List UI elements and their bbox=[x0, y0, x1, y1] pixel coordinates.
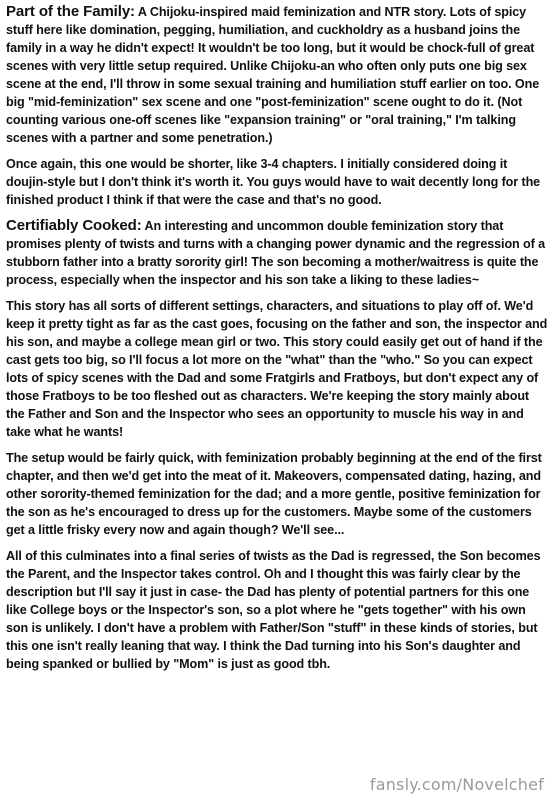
document-body bbox=[6, 3, 548, 681]
paragraph-settings bbox=[6, 297, 548, 441]
paragraph-certifiably-cooked bbox=[6, 217, 548, 289]
paragraph-text: This story has all sorts of different settings, characters, and situations to play off of. We'd keep it pretty tight as far as the cast goes, focusing on the father and son, the inspector and his son, and maybe a college mean girl or two. This story could easily get out of hand if the cast gets too big, so I'll focus a lot more on the "what" than the "who." So you can expect lots of spicy scenes with the Dad and some Fratgirls and Fratboys, but don't expect any of those Fratboys to be too fleshed out as characters. We're keeping the story mainly about the Father and Son and the Inspector who sees an opportunity to muscle his way in and take what he wants! bbox=[6, 299, 548, 439]
paragraph-text: Once again, this one would be shorter, like 3-4 chapters. I initially considered doing it doujin-style but I don't think it's worth it. You guys would have to wait decently long for the finished product I think if that were the case and that's no good. bbox=[6, 157, 541, 207]
paragraph-setup bbox=[6, 449, 548, 539]
section-heading-certifiably-cooked: Certifiably Cooked: bbox=[6, 217, 142, 234]
paragraph-culmination bbox=[6, 547, 548, 673]
paragraph-length-note bbox=[6, 155, 548, 209]
paragraph-text: The setup would be fairly quick, with feminization probably beginning at the end of the first chapter, and then we'd get into the meat of it. Makeovers, compensated dating, hazing, and other sorority-themed feminization for the dad; and a more gentle, positive feminization for the son as he's encouraged to dress up for the customers. Maybe some of the customers get a little frisky every now and again though? We'll see... bbox=[6, 451, 542, 537]
paragraph-text: A Chijoku-inspired maid feminization and NTR story. Lots of spicy stuff here like domination, pegging, humiliation, and cuckholdry as a husband joins the family in a way he didn't expect! It wouldn't be too long, but it would be chock-full of great scenes with very little setup required. Unlike Chijoku-an who often only puts one big sex scene at the end, I'll throw in some sexual training and humiliation stuff earlier on too. One big "mid-feminization" sex scene and one "post-feminization" scene ought to do it. (Not counting various one-off scenes like "expansion training" or "oral training," I'm talking scenes with a partner and some penetration.) bbox=[6, 5, 540, 145]
paragraph-part-of-the-family bbox=[6, 3, 548, 147]
paragraph-text: An interesting and uncommon double feminization story that promises plenty of twists and turns with a changing power dynamic and the regression of a stubborn father into a bratty sorority girl! The son becoming a mother/waitress is quite the process, especially when the inspector and his son take a liking to these ladies~ bbox=[6, 219, 546, 287]
section-heading-part-of-the-family: Part of the Family: bbox=[6, 3, 135, 20]
paragraph-text: All of this culminates into a final series of twists as the Dad is regressed, the Son becomes the Parent, and the Inspector takes control. Oh and I thought this was fairly clear by the description but I'll say it just in case- the Dad has plenty of potential partners for this one like College boys or the Inspector's son, so a plot where he "gets together" with his own son is unlikely. I don't have a problem with Father/Son "stuff" in these kinds of stories, but this one isn't really leaning that way. I think the Dad turning into his Son's daughter and being spanked or bullied by "Mom" is just as good tbh. bbox=[6, 549, 541, 671]
watermark: fansly.com/Novelchef bbox=[369, 775, 544, 794]
